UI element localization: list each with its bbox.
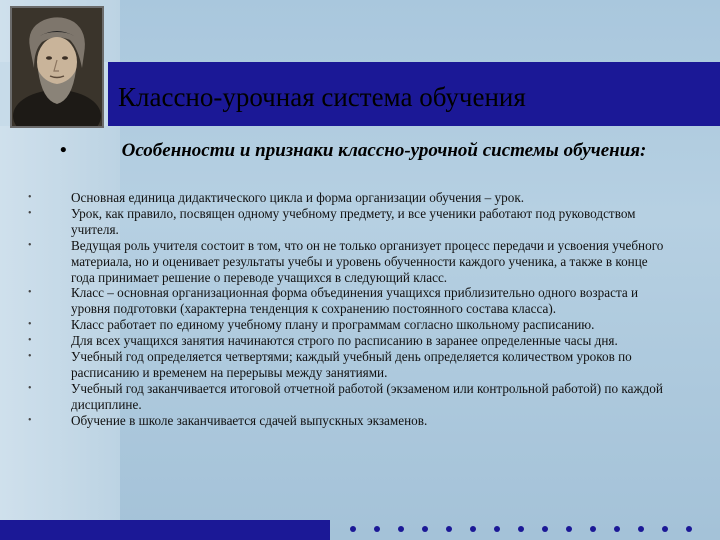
list-item-text: Основная единица дидактического цикла и форма организации обучения – урок. <box>71 190 525 205</box>
dot-icon <box>686 526 692 532</box>
dot-icon <box>638 526 644 532</box>
list-item <box>28 317 668 333</box>
list-item <box>28 413 668 429</box>
bullet-icon: • <box>28 335 32 347</box>
portrait-image <box>10 6 104 128</box>
dot-icon <box>446 526 452 532</box>
list-item <box>28 206 668 238</box>
bullet-icon: • <box>28 192 32 203</box>
dot-icon <box>422 526 428 532</box>
list-item-text: Класс работает по единому учебному плану и программам согласно школьному расписанию. <box>71 317 595 333</box>
dot-icon <box>374 526 380 532</box>
bullet-icon: • <box>28 351 32 363</box>
bottom-accent-bar <box>0 520 330 540</box>
subtitle-bullet: • <box>60 140 67 161</box>
dot-icon <box>590 526 596 532</box>
list-item <box>28 349 668 381</box>
bullet-icon: • <box>28 239 32 251</box>
list-item <box>28 381 668 413</box>
dot-icon <box>662 526 668 532</box>
dot-icon <box>494 526 500 532</box>
bullet-icon: • <box>28 207 32 219</box>
bullet-icon: • <box>28 414 32 426</box>
list-item-text: Обучение в школе заканчивается сдачей выпускных экзаменов. <box>71 412 428 428</box>
list-item <box>28 238 668 286</box>
dot-icon <box>566 526 572 532</box>
list-item-text: Урок, как правило, посвящен одному учебному предмету, и все ученики работают под руководством учителя. <box>71 205 636 237</box>
dot-icon <box>398 526 404 532</box>
feature-list <box>28 190 668 429</box>
dot-icon <box>470 526 476 532</box>
bullet-icon: • <box>28 382 32 394</box>
dot-icon <box>614 526 620 532</box>
list-item-text: Учебный год заканчивается итоговой отчетной работой (экзаменом или контрольной работой) по каждой дисциплине. <box>71 380 663 412</box>
decorative-dot-row <box>340 526 720 536</box>
list-item-text: Ведущая роль учителя состоит в том, что он не только организует процесс передачи и усвоения учебного материала, но и оценивает результаты учебы и уровень обученности каждого ученика, а также в конце года принимает решение о переводе учащихся в следующий класс. <box>71 237 664 285</box>
bullet-icon: • <box>28 319 32 331</box>
dot-icon <box>518 526 524 532</box>
list-item-text: Класс – основная организационная форма объединения учащихся приблизительно одного возраста и уровня подготовки (характерна тенденция к сохранению постоянного состава класса). <box>71 285 639 317</box>
subtitle-text: Особенности и признаки классно-урочной системы обучения: <box>121 140 647 161</box>
list-item <box>28 285 668 317</box>
slide-subtitle <box>60 140 680 162</box>
list-item <box>28 190 668 206</box>
slide-title: Классно-урочная система обучения <box>118 82 526 112</box>
bullet-icon: • <box>28 287 32 299</box>
dot-icon <box>350 526 356 532</box>
list-item-text: Учебный год определяется четвертями; каждый учебный день определяется количеством уроков по расписанию и временем на перерывы между занятиями. <box>71 349 632 380</box>
list-item <box>28 333 668 349</box>
dot-icon <box>542 526 548 532</box>
list-item-text: Для всех учащихся занятия начинаются строго по расписанию в заранее определенные часы дня. <box>71 333 618 349</box>
